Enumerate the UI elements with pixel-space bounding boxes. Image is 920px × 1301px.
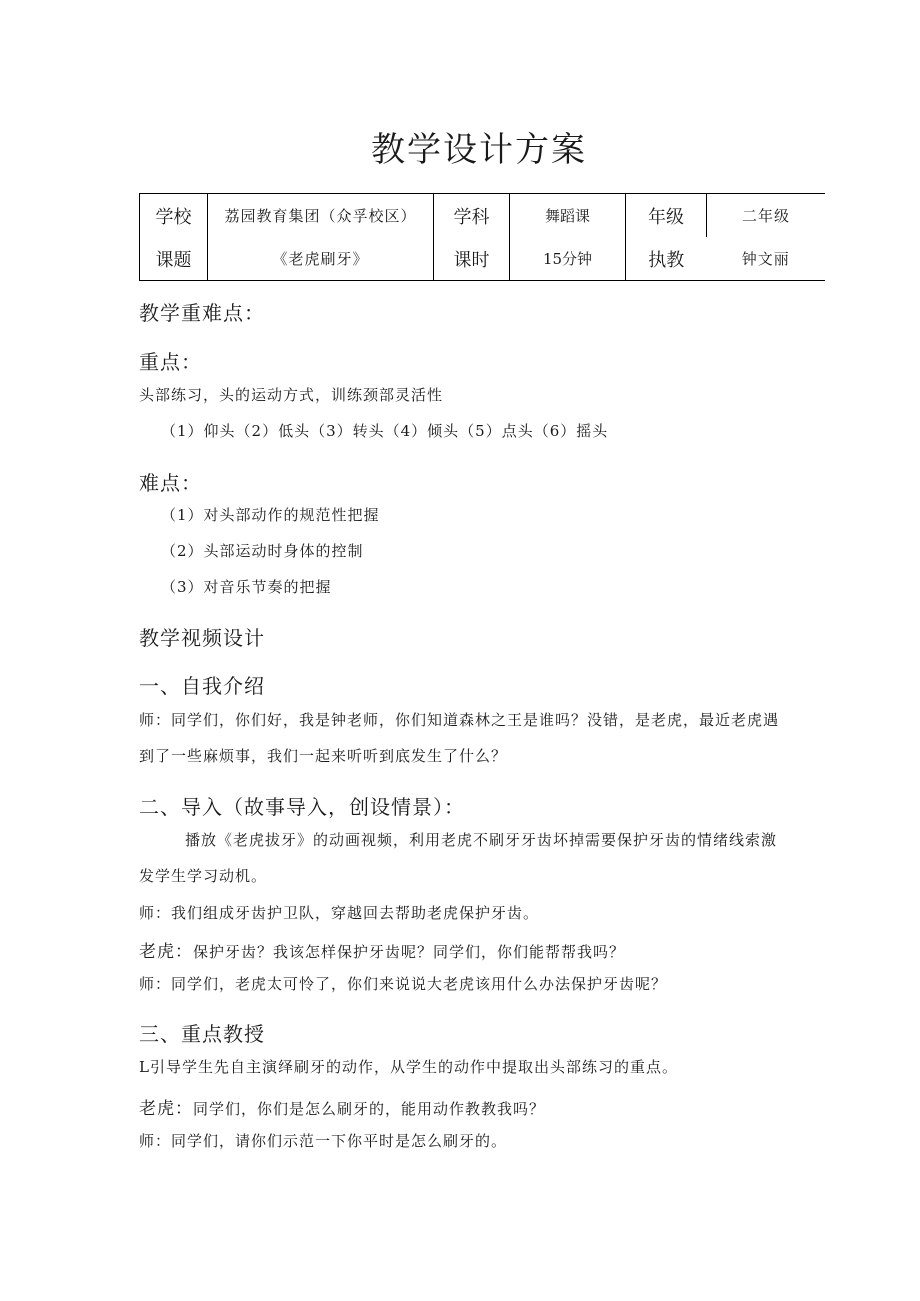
section1-heading: 一、自我介绍 bbox=[139, 674, 265, 698]
speaker-label: 老虎： bbox=[139, 1099, 193, 1119]
duration-value: 15分钟 bbox=[510, 237, 626, 281]
grade-label: 年级 bbox=[626, 194, 707, 238]
paragraph-line: 师：我们组成牙齿护卫队，穿越回去帮助老虎保护牙齿。 bbox=[139, 904, 540, 922]
list-item: （3）对音乐节奏的把握 bbox=[161, 578, 332, 596]
teacher-value: 钟文丽 bbox=[707, 237, 826, 281]
school-value: 荔园教育集团（众孚校区） bbox=[208, 194, 434, 238]
key-heading: 重点： bbox=[139, 350, 202, 374]
dialogue-line bbox=[139, 937, 625, 962]
teacher-label: 执教 bbox=[626, 237, 707, 281]
section3-heading: 三、重点教授 bbox=[139, 1022, 265, 1046]
topic-label: 课题 bbox=[140, 237, 208, 281]
speaker-label: 老虎： bbox=[139, 942, 193, 962]
paragraph-line: 播放《老虎拔牙》的动画视频，利用老虎不刷牙牙齿坏掉需要保护牙齿的情绪线索激 bbox=[185, 831, 778, 849]
section2-heading: 二、导入（故事导入，创设情景）： bbox=[139, 795, 465, 819]
key-description: 头部练习，头的运动方式，训练颈部灵活性 bbox=[139, 386, 444, 404]
focus-heading: 教学重难点： bbox=[139, 301, 265, 325]
dialogue-line bbox=[139, 1094, 545, 1119]
list-item: （1）对头部动作的规范性把握 bbox=[161, 506, 380, 524]
school-label: 学校 bbox=[140, 194, 208, 238]
list-item: （2）头部运动时身体的控制 bbox=[161, 542, 364, 560]
duration-label: 课时 bbox=[434, 237, 510, 281]
grade-value: 二年级 bbox=[707, 194, 826, 238]
paragraph-line: 师：同学们，你们好，我是钟老师，你们知道森林之王是谁吗？没错，是老虎，最近老虎遇 bbox=[139, 711, 780, 729]
paragraph-line: 师：同学们，老虎太可怜了，你们来说说大老虎该用什么办法保护牙齿呢？ bbox=[139, 975, 668, 993]
key-items: （1）仰头（2）低头（3）转头（4）倾头（5）点头（6）摇头 bbox=[161, 422, 609, 440]
table-row bbox=[140, 194, 826, 238]
page-title: 教学设计方案 bbox=[371, 130, 587, 170]
paragraph-line: L引导学生先自主演绎刷牙的动作，从学生的动作中提取出头部练习的重点。 bbox=[139, 1058, 678, 1076]
dialogue-text: 保护牙齿？我该怎样保护牙齿呢？同学们，你们能帮帮我吗？ bbox=[193, 943, 626, 961]
subject-label: 学科 bbox=[434, 194, 510, 238]
dialogue-text: 同学们，你们是怎么刷牙的，能用动作教教我吗？ bbox=[193, 1100, 546, 1118]
subject-value: 舞蹈课 bbox=[510, 194, 626, 238]
info-table bbox=[139, 193, 825, 281]
table-row bbox=[140, 237, 826, 281]
paragraph-line: 到了一些麻烦事，我们一起来听听到底发生了什么？ bbox=[139, 747, 508, 765]
difficulty-heading: 难点： bbox=[139, 471, 202, 495]
paragraph-line: 师：同学们，请你们示范一下你平时是怎么刷牙的。 bbox=[139, 1132, 508, 1150]
paragraph-line: 发学生学习动机。 bbox=[139, 867, 268, 885]
video-heading: 教学视频设计 bbox=[139, 626, 265, 650]
topic-value: 《老虎刷牙》 bbox=[208, 237, 434, 281]
